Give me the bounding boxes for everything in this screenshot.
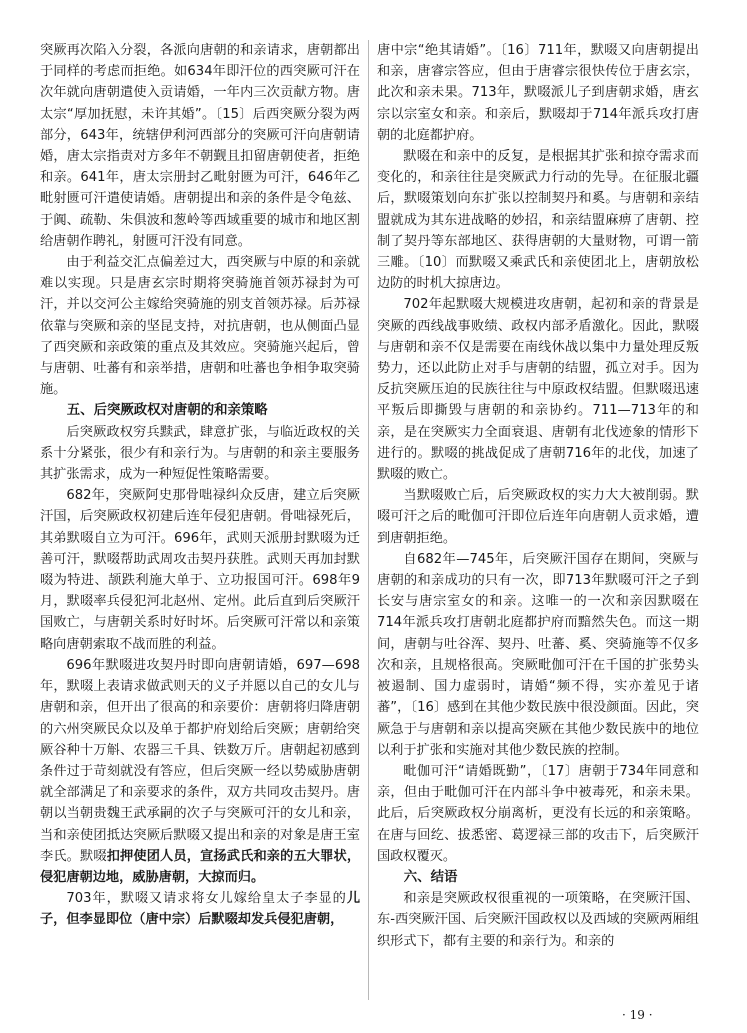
- left-paragraph-2: 由于利益交汇点偏差过大，西突厥与中原的和亲就难以实现。只是唐玄宗时期将突骑施首领苏禄封为可汗，并以交河公主嫁给突骑施的别支首领苏禄。后苏禄依靠与突厥和亲的坚昆支持，对抗唐朝，也从侧面凸显了西突厥和亲政策的重点及其效应。突骑施兴起后，曾与唐朝、吐蕃有和亲举措，唐朝和吐蕃也争相争取突骑施。: [40, 255, 360, 398]
- left-paragraph-5-text: 696年默啜进攻契丹时即向唐朝请婚，697—698年，默啜上表请求做武则天的义子并愿以自己的女儿与唐朝和亲，但开出了很高的和亲要价：唐朝将归降唐朝的六州突厥民众以及单于都护府划给后突厥；唐朝给突厥谷种十万斛、农器三千具、铁数万斤。唐朝起初感到条件过于苛刻就没有答应，但后突厥一经以势威胁唐朝就全部满足了和亲要求的条件，双方共同攻击契丹。唐朝以当朝贵魏王武承嗣的次子与突厥可汗的女儿和亲，当和亲使团抵达突厥后默啜又提出和亲的对象是唐王室李氏。默啜: [40, 657, 360, 864]
- right-paragraph-7: 和亲是突厥政权很重视的一项策略，在突厥汗国、东-西突厥汗国、后突厥汗国政权以及西域的突厥两厢组织形式下，都有主要的和亲行为。和亲的: [377, 891, 699, 949]
- left-column: [40, 40, 360, 1000]
- page-number: · 19 ·: [622, 1008, 653, 1022]
- right-paragraph-2: 默啜在和亲中的反复，是根据其扩张和掠夺需求而变化的，和亲往往是突厥武力行动的先导。在征服北疆后，默啜策划向东扩张以控制契丹和奚。与唐朝和亲结盟就成为其东进战略的妙招，和亲结盟麻痹了唐朝、控制了契丹等东部地区、获得唐朝的大量财物，可谓一箭三雕。〔10〕而默啜又乘武氏和亲使团北上，唐朝放松边防的时机大掠唐边。: [377, 149, 699, 292]
- left-paragraph-6-text: 703年，默啜又请求将女儿嫁给皇太子李显的: [66, 891, 347, 907]
- left-paragraph-3: 后突厥政权穷兵黩武，肆意扩张，与临近政权的关系十分紧张，很少有和亲行为。与唐朝的和亲主要服务其扩张需求，成为一种短促性策略需要。: [40, 424, 360, 483]
- section-heading-6: 六、结语: [403, 869, 458, 885]
- left-paragraph-5-bold: 扣押使团人员，宣扬武氏和亲的五大罪状，侵犯唐朝边地，威胁唐朝，大掠而归。: [40, 848, 360, 885]
- right-paragraph-4: 当默啜败亡后，后突厥政权的实力大大被削弱。默啜可汗之后的毗伽可汗即位后连年向唐朝人贡求婚，遭到唐朝拒绝。: [377, 488, 699, 546]
- column-divider: [368, 40, 369, 1000]
- left-paragraph-6-bold: 儿子，但李显即位（唐中宗）后默啜却发兵侵犯唐朝，: [40, 891, 360, 928]
- right-paragraph-6: 毗伽可汗“请婚既勤”，〔17〕唐朝于734年同意和亲，但由于毗伽可汗在内部斗争中被毒死，和亲未果。此后，后突厥政权分崩离析，更没有长远的和亲策略。在唐与回纥、拔悉密、葛逻禄三部的攻击下，后突厥汗国政权覆灭。: [377, 763, 699, 864]
- section-heading-5: 五、后突厥政权对唐朝的和亲策略: [66, 403, 268, 419]
- right-column: [377, 40, 699, 1000]
- right-paragraph-1: 唐中宗“绝其请婚”。〔16〕711年，默啜又向唐朝提出和亲，唐睿宗答应，但由于唐睿宗很快传位于唐玄宗，此次和亲未果。713年，默啜派儿子到唐朝求婚，唐玄宗以宗室女和亲。和亲后，默啜却于714年派兵攻打唐朝的北庭都护府。: [377, 43, 699, 143]
- right-paragraph-5: 自682年—745年，后突厥汗国存在期间，突厥与唐朝的和亲成功的只有一次，即713年默啜可汗之子到长安与唐宗室女的和亲。这唯一的一次和亲因默啜在714年派兵攻打唐朝北庭都护府而黯然失色。而这一期间，唐朝与吐谷浑、契丹、吐蕃、奚、突骑施等不仅多次和亲，且规格很高。突厥毗伽可汗在千国的扩张势头被遏制、国力虚弱时，请婚“频不得，实亦羞见于诸蕃”，〔16〕感到在其他少数民族中很没颜面。因此，突厥急于与唐朝和亲以提高突厥在其他少数民族中的地位以利于扩张和实施对其他少数民族的控制。: [377, 551, 699, 758]
- left-paragraph-5: [40, 655, 360, 888]
- right-paragraph-3: 702年起默啜大规模进攻唐朝，起初和亲的背景是突厥的西线战事败绩、政权内部矛盾激化。因此，默啜与唐朝和亲不仅是需要在南线休战以集中力量处理反叛势力，还以此防止对手与唐朝的结盟，孤立对手。因为反抗突厥压迫的民族往往与中原政权结盟。但默啜迅速平叛后即撕毁与唐朝的和亲协约。711—713年的和亲，是在突厥实力全面衰退、唐朝有北伐迹象的情形下进行的。默啜的挑战促成了唐朝716年的北伐，加速了默啜的败亡。: [377, 297, 699, 483]
- left-paragraph-4: 682年，突厥阿史那骨咄禄纠众反唐，建立后突厥汗国，后突厥政权初建后连年侵犯唐朝。骨咄禄死后，其弟默啜自立为可汗。696年，武则天派册封默啜为迁善可汗，默啜帮助武周攻击契丹获胜。武则天再加封默啜为特进、颉跌利施大单于、立功报国可汗。698年9月，默啜率兵侵犯河北赵州、定州。此后直到后突厥汗国败亡，与唐朝关系时好时坏。后突厥可汗常以和亲策略向唐朝索取不战而胜的利益。: [40, 488, 360, 652]
- left-paragraph-6: [40, 888, 360, 930]
- left-paragraph-1: 突厥再次陷入分裂，各派向唐朝的和亲请求，唐朝都出于同样的考虑而拒绝。如634年即汗位的西突厥可汗在次年就向唐朝遣使入贡请婚，一年内三次贡献方物。唐太宗“厚加抚慰，未许其婚”。〔15〕后西突厥分裂为两部分，643年，统辖伊利河西部分的突厥可汗向唐朝请婚，唐太宗指责对方多年不朝觐且扣留唐朝使者，拒绝和亲。641年，唐太宗册封乙毗射匮为可汗，646年乙毗射匮可汗遣使请婚。唐朝提出和亲的条件是令龟兹、于阗、疏勒、朱俱波和葱岭等西域重要的城市和地区割给唐朝作聘礼，射匮可汗没有同意。: [40, 43, 360, 249]
